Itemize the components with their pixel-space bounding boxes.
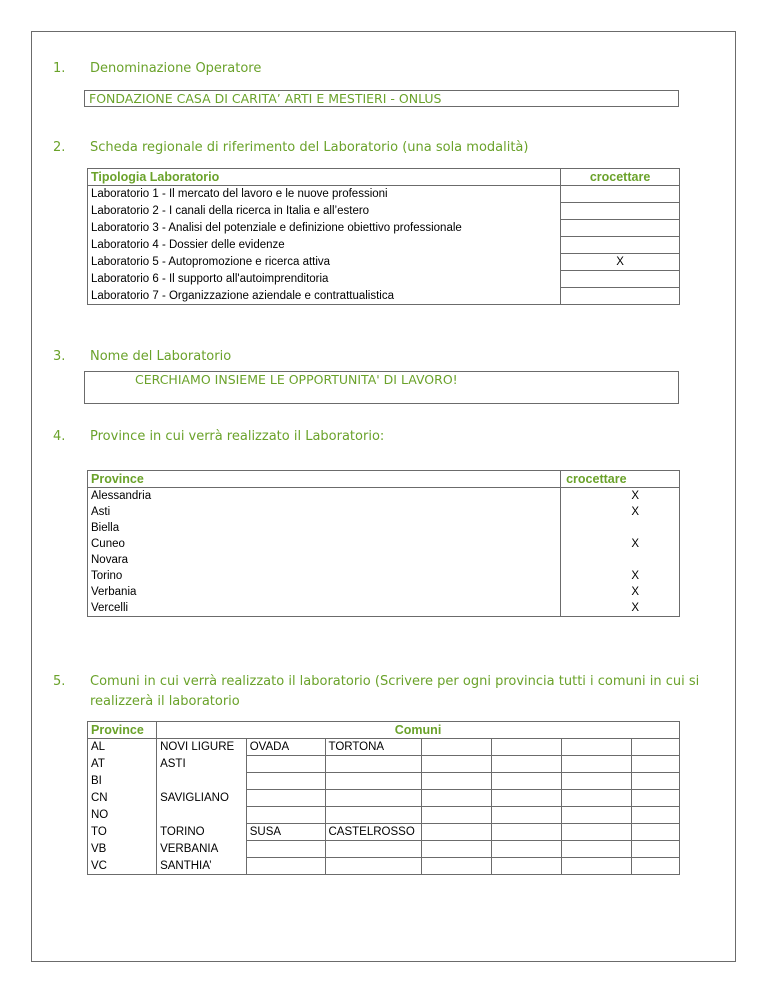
lab-name-field: CERCHIAMO INSIEME LE OPPORTUNITA' DI LAVORO! [84, 371, 679, 404]
table-header-row [88, 471, 680, 488]
section2-number: 2. [53, 140, 66, 155]
comune-cell: OVADA [246, 739, 325, 756]
province-mark: X [561, 536, 680, 552]
table-row [88, 520, 680, 536]
table-row [88, 756, 680, 773]
table-row [88, 271, 680, 288]
table-row [88, 203, 680, 220]
section5-title-line2: realizzerà il laboratorio [90, 694, 240, 709]
province-code: VC [88, 858, 157, 875]
table-row [88, 220, 680, 237]
comune-cell [325, 773, 421, 790]
lab-mark: X [561, 254, 680, 271]
comune-cell [157, 807, 247, 824]
comune-cell [561, 739, 631, 756]
comune-cell [631, 807, 679, 824]
comune-cell [246, 773, 325, 790]
col-header-tipologia: Tipologia Laboratorio [88, 169, 561, 186]
table-header-row [88, 722, 680, 739]
province-label: Novara [88, 552, 561, 568]
comune-cell [325, 807, 421, 824]
province-label: Alessandria [88, 488, 561, 505]
table-row [88, 739, 680, 756]
comune-cell [246, 807, 325, 824]
province-mark: X [561, 488, 680, 505]
table-row [88, 858, 680, 875]
province-code: AL [88, 739, 157, 756]
comune-cell: NOVI LIGURE [157, 739, 247, 756]
comune-cell [246, 790, 325, 807]
comune-cell [421, 790, 491, 807]
province-code: NO [88, 807, 157, 824]
table-row [88, 552, 680, 568]
comune-cell [491, 841, 561, 858]
province-label: Asti [88, 504, 561, 520]
comune-cell [421, 841, 491, 858]
section5-number: 5. [53, 674, 66, 689]
table-row [88, 773, 680, 790]
comune-cell [421, 739, 491, 756]
operator-name-field: FONDAZIONE CASA DI CARITA’ ARTI E MESTIERI - ONLUS [84, 90, 679, 107]
province-code: TO [88, 824, 157, 841]
lab-mark [561, 186, 680, 203]
col-header-province: Province [88, 471, 561, 488]
province-code: AT [88, 756, 157, 773]
comune-cell [491, 790, 561, 807]
comune-cell [421, 807, 491, 824]
lab-mark [561, 271, 680, 288]
comune-cell: SUSA [246, 824, 325, 841]
comune-cell [561, 858, 631, 875]
table-row [88, 568, 680, 584]
section3-title: Nome del Laboratorio [90, 349, 232, 364]
comune-cell [246, 841, 325, 858]
section1-title: Denominazione Operatore [90, 61, 262, 76]
comune-cell [631, 841, 679, 858]
comune-cell [421, 773, 491, 790]
section4-number: 4. [53, 429, 66, 444]
table-row [88, 824, 680, 841]
section1-number: 1. [53, 61, 66, 76]
section5-title-line1: Comuni in cui verrà realizzato il laboratorio (Scrivere per ogni provincia tutti i comuni in cui si [90, 674, 700, 689]
lab-label: Laboratorio 7 - Organizzazione aziendale e contrattualistica [88, 288, 561, 305]
comune-cell [246, 756, 325, 773]
comune-cell [631, 739, 679, 756]
table-row [88, 841, 680, 858]
lab-label: Laboratorio 1 - Il mercato del lavoro e le nuove professioni [88, 186, 561, 203]
comune-cell [561, 773, 631, 790]
province-label: Cuneo [88, 536, 561, 552]
table-row [88, 288, 680, 305]
province-code: BI [88, 773, 157, 790]
comune-cell: TORTONA [325, 739, 421, 756]
province-mark: X [561, 584, 680, 600]
province-mark [561, 520, 680, 536]
table-row [88, 790, 680, 807]
section4-title: Province in cui verrà realizzato il Laboratorio: [90, 429, 385, 444]
lab-type-table [87, 168, 680, 305]
province-code: CN [88, 790, 157, 807]
table-row [88, 504, 680, 520]
lab-label: Laboratorio 4 - Dossier delle evidenze [88, 237, 561, 254]
col-header-comuni: Comuni [157, 722, 680, 739]
province-table [87, 470, 680, 617]
lab-mark [561, 203, 680, 220]
comune-cell [325, 841, 421, 858]
comune-cell: TORINO [157, 824, 247, 841]
comune-cell: SANTHIA’ [157, 858, 247, 875]
province-label: Biella [88, 520, 561, 536]
lab-label: Laboratorio 3 - Analisi del potenziale e definizione obiettivo professionale [88, 220, 561, 237]
comune-cell [561, 824, 631, 841]
comune-cell: ASTI [157, 756, 247, 773]
comune-cell [631, 756, 679, 773]
table-row [88, 536, 680, 552]
comune-cell [631, 773, 679, 790]
comune-cell [157, 773, 247, 790]
comune-cell: VERBANIA [157, 841, 247, 858]
lab-label: Laboratorio 6 - Il supporto all'autoimprenditoria [88, 271, 561, 288]
lab-mark [561, 220, 680, 237]
comune-cell [421, 824, 491, 841]
comune-cell [491, 773, 561, 790]
lab-label: Laboratorio 2 - I canali della ricerca in Italia e all’estero [88, 203, 561, 220]
col-header-crocettare: crocettare [561, 471, 680, 488]
province-code: VB [88, 841, 157, 858]
province-mark: X [561, 568, 680, 584]
comune-cell [491, 858, 561, 875]
table-row [88, 488, 680, 505]
comune-cell [561, 807, 631, 824]
comune-cell [491, 807, 561, 824]
table-row [88, 237, 680, 254]
comune-cell [631, 790, 679, 807]
province-label: Verbania [88, 584, 561, 600]
province-mark: X [561, 504, 680, 520]
comune-cell [491, 756, 561, 773]
lab-mark [561, 288, 680, 305]
comune-cell [421, 858, 491, 875]
province-mark: X [561, 600, 680, 617]
comune-cell [631, 858, 679, 875]
table-header-row [88, 169, 680, 186]
lab-label: Laboratorio 5 - Autopromozione e ricerca attiva [88, 254, 561, 271]
comune-cell: CASTELROSSO [325, 824, 421, 841]
comune-cell [491, 739, 561, 756]
comune-cell [325, 790, 421, 807]
lab-mark [561, 237, 680, 254]
table-row [88, 254, 680, 271]
section3-number: 3. [53, 349, 66, 364]
table-row [88, 584, 680, 600]
table-row [88, 807, 680, 824]
table-row [88, 600, 680, 617]
province-mark [561, 552, 680, 568]
comune-cell: SAVIGLIANO [157, 790, 247, 807]
comune-cell [325, 858, 421, 875]
comune-cell [325, 756, 421, 773]
comune-cell [491, 824, 561, 841]
comune-cell [561, 841, 631, 858]
col-header-province: Province [88, 722, 157, 739]
province-label: Torino [88, 568, 561, 584]
province-label: Vercelli [88, 600, 561, 617]
comune-cell [631, 824, 679, 841]
comuni-table [87, 721, 680, 875]
comune-cell [561, 790, 631, 807]
table-row [88, 186, 680, 203]
col-header-crocettare: crocettare [561, 169, 680, 186]
comune-cell [561, 756, 631, 773]
comune-cell [246, 858, 325, 875]
comune-cell [421, 756, 491, 773]
section2-title: Scheda regionale di riferimento del Laboratorio (una sola modalità) [90, 140, 529, 155]
